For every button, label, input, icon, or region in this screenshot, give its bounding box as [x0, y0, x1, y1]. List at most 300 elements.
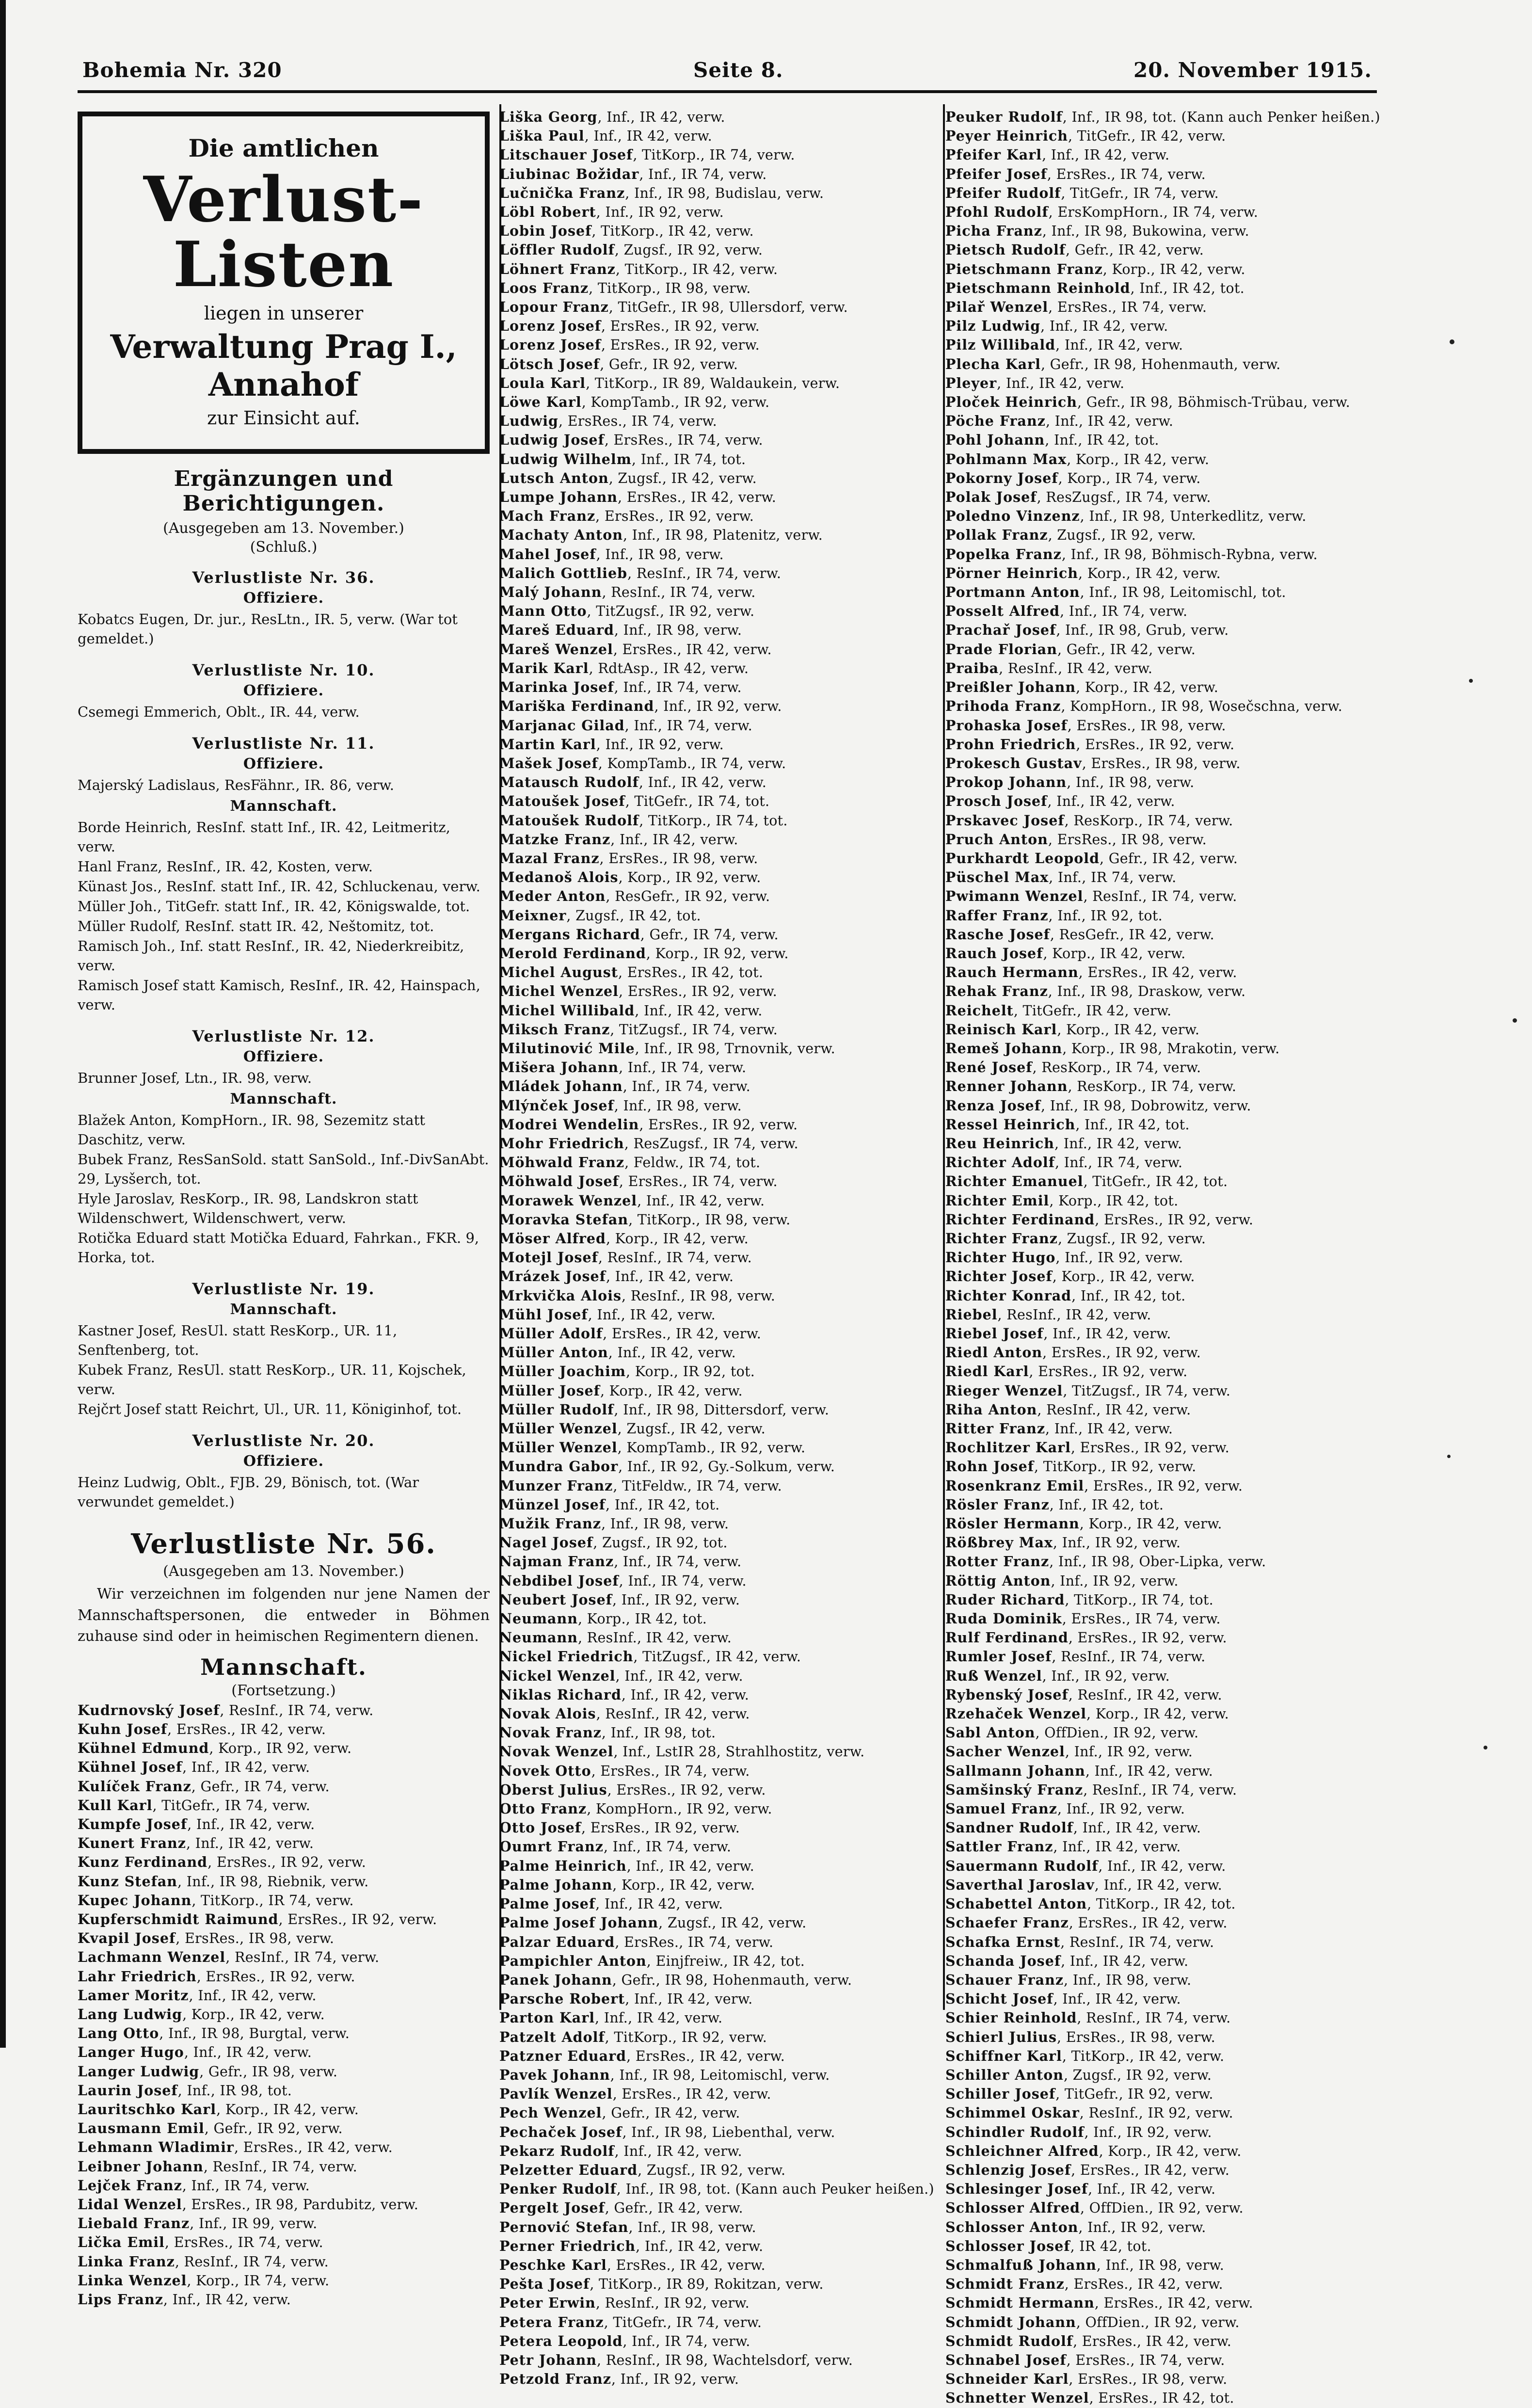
list-entry: Kull Karl, TitGefr., IR 74, verw. [78, 1797, 311, 1814]
ad-pre: Die amtlichen [188, 134, 379, 162]
list-entry: Ritter Franz, Inf., IR 42, verw. [945, 1420, 1173, 1437]
list-entry: Penker Rudolf, Inf., IR 98, tot. (Kann auch Peuker heißen.) [499, 2181, 934, 2198]
entry-name: Möhwald Josef [499, 1173, 619, 1190]
entry-name: Rösler Franz [945, 1496, 1050, 1513]
entry-name: Parton Karl [499, 2009, 595, 2026]
list-entry: Rößbrey Max, Inf., IR 92, verw. [945, 1534, 1181, 1551]
entry-name: Pöche Franz [945, 413, 1046, 430]
list-entry: Ramisch Joh., Inf. statt ResInf., IR. 42, Niederkreibitz, verw. [78, 937, 464, 974]
list-entry: Najman Franz, Inf., IR 74, verw. [499, 1553, 742, 1570]
list-entry: Sauermann Rudolf, Inf., IR 42, verw. [945, 1857, 1226, 1874]
list-entry: Rybenský Josef, ResInf., IR 42, verw. [945, 1686, 1222, 1703]
issued-note: (Ausgegeben am 13. November.) [163, 519, 404, 537]
list-entry: Kunz Ferdinand, ErsRes., IR 92, verw. [78, 1854, 367, 1871]
list-entry: Prade Florian, Gefr., IR 42, verw. [945, 641, 1196, 658]
list-entry: Schiller Anton, Zugsf., IR 92, verw. [945, 2066, 1212, 2083]
list-entry: Modrei Wendelin, ErsRes., IR 92, verw. [499, 1116, 798, 1133]
list-entry: Petera Leopold, Inf., IR 74, verw. [499, 2332, 750, 2349]
entry-name: Kulíček Franz [78, 1778, 192, 1795]
entry-name: Pfeifer Rudolf [945, 184, 1061, 201]
list-entry: Munzer Franz, TitFeldw., IR 74, verw. [499, 1477, 782, 1494]
entry-name: Pernović Stefan [499, 2218, 629, 2235]
entry-name: Kühnel Edmund [78, 1740, 209, 1757]
list-subheading: Offiziere. [243, 589, 324, 607]
list-entry: Schierl Julius, ErsRes., IR 98, verw. [945, 2028, 1216, 2045]
mannschaft-heading: Mannschaft. [200, 1653, 367, 1680]
list-entry: Peuker Rudolf, Inf., IR 98, tot. (Kann auch Penker heißen.) [945, 109, 1380, 125]
entry-name: Schicht Josef [945, 1991, 1053, 2007]
list-entry: Rumler Josef, ResInf., IR 74, verw. [945, 1648, 1206, 1665]
entry-name: Richter Konrad [945, 1287, 1072, 1304]
entry-name: Lahr Friedrich [78, 1968, 197, 1985]
entry-name: Neumann [499, 1610, 578, 1627]
list-entry: Nickel Wenzel, Inf., IR 42, verw. [499, 1667, 743, 1684]
entry-name: Lučnička Franz [499, 184, 625, 201]
entry-name: Kunert Franz [78, 1835, 186, 1852]
entry-name: Pelzetter Eduard [499, 2161, 638, 2178]
entry-name: Peschke Karl [499, 2256, 607, 2273]
list-entry: Ramisch Josef statt Kamisch, ResInf., IR. 42, Hainspach, verw. [78, 977, 480, 1013]
entry-name: Sattler Franz [945, 1838, 1053, 1855]
list-entry: Pfeifer Karl, Inf., IR 42, verw. [945, 146, 1170, 163]
correction-lists [78, 568, 490, 1511]
list-entry: Plecha Karl, Gefr., IR 98, Hohenmauth, verw. [945, 355, 1281, 372]
entry-name: Rößbrey Max [945, 1534, 1053, 1551]
list-entry: Ludwig Wilhelm, Inf., IR 74, tot. [499, 450, 746, 467]
list-entry: Riebel, ResInf., IR 42, verw. [945, 1306, 1151, 1323]
list-entry: Schlosser Alfred, OffDien., IR 92, verw. [945, 2199, 1244, 2216]
entry-name: Rauch Josef [945, 945, 1043, 962]
entry-name: Michel August [499, 964, 619, 981]
list-entry: Pruch Anton, ErsRes., IR 98, verw. [945, 831, 1207, 848]
entry-name: Schmidt Johann [945, 2313, 1076, 2330]
entry-name: Lips Franz [78, 2291, 163, 2308]
entry-name: Posselt Alfred [945, 603, 1060, 620]
list-entry: Mlýnček Josef, Inf., IR 98, verw. [499, 1097, 742, 1114]
list-entry: Schmidt Hermann, ErsRes., IR 42, verw. [945, 2295, 1253, 2312]
entry-name: Renza Josef [945, 1097, 1041, 1114]
scan-edge [0, 0, 6, 2048]
entry-name: Mládek Johann [499, 1078, 623, 1095]
list-entry: Lahr Friedrich, ErsRes., IR 92, verw. [78, 1968, 355, 1985]
entry-name: Nickel Wenzel [499, 1667, 616, 1684]
list-entry: Schafka Ernst, ResInf., IR 74, verw. [945, 1933, 1214, 1950]
ad-place: Verwaltung Prag I., Annahof [110, 327, 457, 403]
list-entry: Rieger Wenzel, TitZugsf., IR 74, verw. [945, 1382, 1231, 1399]
header-publication: Bohemia Nr. 320 [82, 58, 282, 82]
entry-name: Lachmann Wenzel [78, 1949, 226, 1966]
list-entry: Purkhardt Leopold, Gefr., IR 42, verw. [945, 850, 1238, 867]
list-entry: Rauch Josef, Korp., IR 42, verw. [945, 945, 1186, 962]
list-entry: Schauer Franz, Inf., IR 98, verw. [945, 1971, 1192, 1988]
list-entry: Mrázek Josef, Inf., IR 42, verw. [499, 1268, 734, 1285]
list-entry: Müller Joh., TitGefr. statt Inf., IR. 42, Königswalde, tot. [78, 898, 470, 915]
list-entry: Sabl Anton, OffDien., IR 92, verw. [945, 1724, 1199, 1741]
entry-name: Pleyer [945, 374, 997, 391]
entry-name: Schierl Julius [945, 2028, 1057, 2045]
list-entry: Müller Rudolf, ResInf. statt IR. 42, Neštomitz, tot. [78, 917, 434, 934]
list-heading: Verlustliste Nr. 11. [192, 734, 375, 753]
scan-speck [1447, 1455, 1451, 1458]
entry-name: Rzehaček Wenzel [945, 1705, 1087, 1722]
list-entry: Novak Franz, Inf., IR 98, tot. [499, 1724, 716, 1741]
entry-name: Linka Wenzel [78, 2272, 187, 2289]
list-entry: Prokesch Gustav, ErsRes., IR 98, verw. [945, 755, 1241, 771]
entry-name: Nagel Josef [499, 1534, 593, 1551]
list-entry: Pwimann Wenzel, ResInf., IR 74, verw. [945, 888, 1237, 905]
entry-name: Najman Franz [499, 1553, 614, 1570]
entry-name: Schneider Karl [945, 2371, 1069, 2388]
list-entry: Prachař Josef, Inf., IR 98, Grub, verw. [945, 622, 1229, 639]
list-entry: Csemegi Emmerich, Oblt., IR. 44, verw. [78, 703, 360, 720]
entry-name: Prokop Johann [945, 774, 1067, 791]
entry-name: Marjanac Gilad [499, 717, 625, 734]
list-entry: Sattler Franz, Inf., IR 42, verw. [945, 1838, 1181, 1855]
entry-name: Parsche Robert [499, 1991, 625, 2007]
list-entry: Pechaček Josef, Inf., IR 98, Liebenthal, verw. [499, 2123, 835, 2140]
entry-name: Richter Hugo [945, 1249, 1056, 1266]
entry-name: Schlesinger Josef [945, 2181, 1088, 2198]
end-note: (Schluß.) [250, 538, 318, 556]
entry-name: Pietschmann Reinhold [945, 279, 1131, 296]
scan-speck [1484, 1746, 1487, 1750]
list-entry: Parton Karl, Inf., IR 42, verw. [499, 2009, 723, 2026]
entry-name: Rulf Ferdinand [945, 1629, 1069, 1646]
list-entry: Kubek Franz, ResUl. statt ResKorp., UR. 11, Kojschek, verw. [78, 1362, 466, 1398]
list-entry: Petera Franz, TitGefr., IR 74, verw. [499, 2313, 762, 2330]
column-divider [943, 104, 945, 2010]
entry-name: Otto Franz [499, 1800, 587, 1817]
list-entry: Palme Heinrich, Inf., IR 42, verw. [499, 1857, 754, 1874]
list-entry: Patzner Eduard, ErsRes., IR 42, verw. [499, 2047, 785, 2064]
header-rule [78, 90, 1377, 93]
list-entry: Kunert Franz, Inf., IR 42, verw. [78, 1835, 314, 1852]
list-subheading: Mannschaft. [230, 1091, 337, 1108]
list-entry: Nickel Friedrich, TitZugsf., IR 42, verw. [499, 1648, 801, 1665]
entry-name: Prihoda Franz [945, 698, 1061, 715]
list-entry: Münzel Josef, Inf., IR 42, tot. [499, 1496, 720, 1513]
entry-name: Pietschmann Franz [945, 260, 1103, 277]
entry-name: Merold Ferdinand [499, 945, 646, 962]
list-entry: Palzar Eduard, ErsRes., IR 74, verw. [499, 1933, 774, 1950]
list-heading: Verlustliste Nr. 20. [192, 1431, 375, 1450]
list-entry: Machaty Anton, Inf., IR 98, Platenitz, verw. [499, 527, 823, 544]
entry-name: Lopour Franz [499, 299, 609, 316]
entry-name: Miksch Franz [499, 1021, 610, 1038]
entry-name: Rybenský Josef [945, 1686, 1069, 1703]
list-entry: Polak Josef, ResZugsf., IR 74, verw. [945, 489, 1211, 506]
list-entry: Renner Johann, ResKorp., IR 74, verw. [945, 1078, 1237, 1095]
entry-name: Ruda Dominik [945, 1610, 1062, 1627]
entry-name: Schaefer Franz [945, 1914, 1069, 1931]
entry-name: Pruch Anton [945, 831, 1048, 848]
entry-name: Schindler Rudolf [945, 2123, 1085, 2140]
list-entry: Lachmann Wenzel, ResInf., IR 74, verw. [78, 1949, 380, 1966]
list-entry: Otto Josef, ErsRes., IR 92, verw. [499, 1819, 740, 1836]
list-entry: Matausch Rudolf, Inf., IR 42, verw. [499, 774, 767, 791]
entry-name: Müller Josef [499, 1382, 600, 1399]
list-entry: Peyer Heinrich, TitGefr., IR 42, verw. [945, 128, 1226, 144]
list-entry: Mohr Friedrich, ResZugsf., IR 74, verw. [499, 1135, 798, 1152]
entry-name: Richter Franz [945, 1230, 1058, 1247]
entry-name: Palme Josef Johann [499, 1914, 659, 1931]
list-entry: René Josef, ResKorp., IR 74, verw. [945, 1059, 1201, 1076]
entry-name: Machaty Anton [499, 527, 623, 544]
entry-name: Lidal Wenzel [78, 2196, 182, 2213]
list-entry: Pelzetter Eduard, Zugsf., IR 92, verw. [499, 2161, 786, 2178]
list-entry: Popelka Franz, Inf., IR 98, Böhmisch-Rybna, verw. [945, 546, 1318, 562]
entry-name: Münzel Josef [499, 1496, 606, 1513]
entry-name: Matoušek Rudolf [499, 812, 639, 829]
entry-name: Schiffner Karl [945, 2047, 1062, 2064]
list-entry: Lutsch Anton, Zugsf., IR 42, verw. [499, 469, 757, 486]
entry-name: Schmidt Rudolf [945, 2332, 1073, 2349]
entry-name: Prohaska Josef [945, 717, 1068, 734]
list-entry: Rauch Hermann, ErsRes., IR 42, verw. [945, 964, 1237, 981]
list-entry: Müller Wenzel, Zugsf., IR 42, verw. [499, 1420, 766, 1437]
entry-name: Patzner Eduard [499, 2047, 627, 2064]
list-entry: Schlesinger Josef, Inf., IR 42, verw. [945, 2181, 1216, 2198]
entry-name: Matoušek Josef [499, 793, 625, 810]
list-entry: Pietschmann Reinhold, Inf., IR 42, tot. [945, 279, 1245, 296]
entry-name: Peuker Rudolf [945, 109, 1063, 125]
entry-name: Mohr Friedrich [499, 1135, 624, 1152]
entry-name: Schiller Josef [945, 2086, 1056, 2103]
entry-name: Oberst Julius [499, 1781, 607, 1798]
list-entry: Lehmann Wladimir, ErsRes., IR 42, verw. [78, 2139, 393, 2156]
entry-name: Pešta Josef [499, 2276, 590, 2293]
list-entry: Rochlitzer Karl, ErsRes., IR 92, verw. [945, 1439, 1229, 1456]
entry-name: Kunz Stefan [78, 1873, 178, 1890]
list-entry: Marinka Josef, Inf., IR 74, verw. [499, 679, 742, 696]
list-entry: Rotička Eduard statt Motička Eduard, Fahrkan., FKR. 9, Horka, tot. [78, 1230, 479, 1266]
ad-title: Verlust-Listen [143, 163, 424, 302]
entry-name: Motejl Josef [499, 1249, 598, 1266]
list-entry: Borde Heinrich, ResInf. statt Inf., IR. 42, Leitmeritz, verw. [78, 819, 450, 855]
entry-name: Sallmann Johann [945, 1762, 1085, 1779]
list-entry: Kastner Josef, ResUl. statt ResKorp., UR. 11, Senftenberg, tot. [78, 1322, 398, 1359]
entry-name: Lamer Moritz [78, 1987, 189, 2004]
column-2 [499, 108, 936, 2388]
entry-name: Lauritschko Karl [78, 2101, 217, 2118]
list-entry: Michel Wenzel, ErsRes., IR 92, verw. [499, 983, 778, 1000]
entry-name: Lorenz Josef [499, 337, 601, 353]
list-entry: Hanl Franz, ResInf., IR. 42, Kosten, verw. [78, 858, 373, 875]
list-entry: Rejčrt Josef statt Reichrt, Ul., UR. 11, Königinhof, tot. [78, 1401, 462, 1418]
list-entry: Mišera Johann, Inf., IR 74, verw. [499, 1059, 747, 1076]
entry-name: Pietsch Rudolf [945, 241, 1066, 258]
continuation-note: (Fortsetzung.) [231, 1682, 336, 1699]
entry-name: Palme Johann [499, 1876, 613, 1893]
list-entry: Liebald Franz, Inf., IR 99, verw. [78, 2215, 318, 2232]
entry-name: Langer Ludwig [78, 2063, 200, 2080]
list-entry: Miksch Franz, TitZugsf., IR 74, verw. [499, 1021, 778, 1038]
list-entry: Mariška Ferdinand, Inf., IR 92, verw. [499, 698, 782, 715]
entry-name: Praiba [945, 659, 999, 676]
list-entry: Matoušek Josef, TitGefr., IR 74, tot. [499, 793, 770, 810]
entry-name: René Josef [945, 1059, 1033, 1076]
entry-name: Medanoš Alois [499, 869, 619, 886]
entry-name: Loula Karl [499, 374, 586, 391]
list-entry: Remeš Johann, Korp., IR 98, Mrakotin, verw. [945, 1040, 1280, 1057]
list-entry: Löbl Robert, Inf., IR 92, verw. [499, 204, 724, 221]
list-entry: Palme Josef Johann, Zugsf., IR 42, verw. [499, 1914, 807, 1931]
list-entry: Saverthal Jaroslav, Inf., IR 42, verw. [945, 1876, 1222, 1893]
entry-name: Sabl Anton [945, 1724, 1036, 1741]
list-entry: Richter Adolf, Inf., IR 74, verw. [945, 1154, 1183, 1171]
entry-name: Raffer Franz [945, 907, 1049, 924]
entry-name: Malich Gottlieb [499, 564, 628, 581]
list-entry: Pilař Wenzel, ErsRes., IR 74, verw. [945, 299, 1207, 316]
list-56-intro: Wir verzeichnen im folgenden nur jene Namen der Mannschaftspersonen, die entweder in Böhmen zuhause sind oder in heimischen Regimentern dienen. [78, 1586, 490, 1645]
list-entry: Mahel Josef, Inf., IR 98, verw. [499, 546, 724, 562]
entry-name: Kühnel Josef [78, 1759, 183, 1776]
list-entry: Nebdibel Josef, Inf., IR 74, verw. [499, 1572, 747, 1589]
entry-name: Picha Franz [945, 223, 1042, 240]
list-entry: Lopour Franz, TitGefr., IR 98, Ullersdorf, verw. [499, 299, 848, 316]
list-entry: Müller Wenzel, KompTamb., IR 92, verw. [499, 1439, 806, 1456]
list-entry: Schicht Josef, Inf., IR 42, verw. [945, 1991, 1181, 2007]
entry-name: Röttig Anton [945, 1572, 1051, 1589]
list-entry: Heinz Ludwig, Oblt., FJB. 29, Bönisch, tot. (War verwundet gemeldet.) [78, 1474, 419, 1510]
list-entry: Riedl Karl, ErsRes., IR 92, verw. [945, 1363, 1188, 1380]
list-entry: Mach Franz, ErsRes., IR 92, verw. [499, 508, 754, 525]
list-entry: Pohl Johann, Inf., IR 42, tot. [945, 432, 1159, 449]
list-entry: Rosenkranz Emil, ErsRes., IR 92, verw. [945, 1477, 1243, 1494]
entry-name: Lorenz Josef [499, 318, 601, 335]
list-entry: Neubert Josef, Inf., IR 92, verw. [499, 1591, 740, 1608]
list-entry: Renza Josef, Inf., IR 98, Dobrowitz, verw. [945, 1097, 1251, 1114]
entry-name: Pekarz Rudolf [499, 2142, 615, 2159]
list-entry: Löffler Rudolf, Zugsf., IR 92, verw. [499, 241, 763, 258]
list-entry: Mazal Franz, ErsRes., IR 98, verw. [499, 850, 758, 867]
entry-name: Ruder Richard [945, 1591, 1065, 1608]
entry-name: Rosenkranz Emil [945, 1477, 1085, 1494]
entry-name: Milutinović Mile [499, 1040, 635, 1057]
list-entry: Loula Karl, TitKorp., IR 89, Waldaukein, verw. [499, 374, 840, 391]
list-entry: Langer Hugo, Inf., IR 42, verw. [78, 2044, 312, 2061]
list-entry: Prokop Johann, Inf., IR 98, verw. [945, 774, 1195, 791]
entry-name: Pilař Wenzel [945, 299, 1049, 316]
entry-name: Schleichner Alfred [945, 2142, 1099, 2159]
list-56-heading: Verlustliste Nr. 56. [131, 1528, 436, 1560]
entry-name: Penker Rudolf [499, 2181, 617, 2198]
casualty-list [945, 108, 1382, 2408]
entry-name: Meder Anton [499, 888, 606, 905]
section-title: Ergänzungen und Berichtigungen. [174, 466, 394, 516]
list-entry: Pech Wenzel, Gefr., IR 42, verw. [499, 2104, 740, 2121]
entry-name: Mann Otto [499, 603, 587, 620]
list-entry: Pfeifer Rudolf, TitGefr., IR 74, verw. [945, 184, 1219, 201]
list-entry: Mühl Josef, Inf., IR 42, verw. [499, 1306, 716, 1323]
list-entry: Kuhn Josef, ErsRes., IR 42, verw. [78, 1720, 326, 1737]
list-entry: Lidal Wenzel, ErsRes., IR 98, Pardubitz, verw. [78, 2196, 419, 2213]
list-entry: Kupec Johann, TitKorp., IR 74, verw. [78, 1892, 354, 1909]
entry-name: Pollak Franz [945, 527, 1048, 544]
list-entry: Novak Alois, ResInf., IR 42, verw. [499, 1705, 750, 1722]
entry-name: Mergans Richard [499, 926, 640, 943]
entry-name: Rauch Hermann [945, 964, 1079, 981]
entry-name: Lötsch Josef [499, 355, 600, 372]
list-entry: Pöche Franz, Inf., IR 42, verw. [945, 413, 1174, 430]
list-entry: Pavek Johann, Inf., IR 98, Leitomischl, verw. [499, 2066, 830, 2083]
entry-name: Prokesch Gustav [945, 755, 1082, 771]
entry-name: Rehak Franz [945, 983, 1048, 1000]
list-entry: Pešta Josef, TitKorp., IR 89, Rokitzan, verw. [499, 2276, 824, 2293]
list-entry: Samuel Franz, Inf., IR 92, verw. [945, 1800, 1185, 1817]
entry-name: Meixner [499, 907, 567, 924]
list-entry: Poledno Vinzenz, Inf., IR 98, Unterkedlitz, verw. [945, 508, 1307, 525]
entry-name: Prosch Josef [945, 793, 1048, 810]
entry-name: Mašek Josef [499, 755, 598, 771]
list-entry: Richter Josef, Korp., IR 42, verw. [945, 1268, 1195, 1285]
list-entry: Litschauer Josef, TitKorp., IR 74, verw. [499, 146, 795, 163]
list-entry: Rulf Ferdinand, ErsRes., IR 92, verw. [945, 1629, 1227, 1646]
entry-name: Mlýnček Josef [499, 1097, 614, 1114]
entry-name: Schimmel Oskar [945, 2104, 1080, 2121]
entry-name: Marinka Josef [499, 679, 614, 696]
entry-name: Riedl Karl [945, 1363, 1029, 1380]
entry-name: Richter Emil [945, 1192, 1050, 1209]
entry-name: Niklas Richard [499, 1686, 622, 1703]
list-heading: Verlustliste Nr. 36. [192, 568, 375, 587]
entry-name: Leibner Johann [78, 2158, 204, 2175]
entry-name: Pech Wenzel [499, 2104, 602, 2121]
list-entry: Leibner Johann, ResInf., IR 74, verw. [78, 2158, 357, 2175]
list-entry: Marjanac Gilad, Inf., IR 74, verw. [499, 717, 752, 734]
entry-name: Petzold Franz [499, 2371, 611, 2388]
list-entry: Panek Johann, Gefr., IR 98, Hohenmauth, verw. [499, 1971, 852, 1988]
list-entry: Marik Karl, RdtAsp., IR 42, verw. [499, 659, 749, 676]
list-entry: Posselt Alfred, Inf., IR 74, verw. [945, 603, 1188, 620]
entry-name: Kupec Johann [78, 1892, 192, 1909]
list-entry: Milutinović Mile, Inf., IR 98, Trnovnik, verw. [499, 1040, 836, 1057]
list-entry: Pohlmann Max, Korp., IR 42, verw. [945, 450, 1210, 467]
entry-name: Litschauer Josef [499, 146, 633, 163]
entry-name: Löffler Rudolf [499, 241, 615, 258]
entry-name: Schmalfuß Johann [945, 2256, 1097, 2273]
entry-name: Rieger Wenzel [945, 1382, 1063, 1399]
entry-name: Lička Emil [78, 2234, 165, 2251]
entry-name: Liška Georg [499, 109, 598, 125]
list-entry: Peter Erwin, ResInf., IR 92, verw. [499, 2295, 750, 2312]
entry-name: Mrkvička Alois [499, 1287, 622, 1304]
entry-name: Kumpfe Josef [78, 1815, 188, 1832]
scan-speck [1513, 1018, 1517, 1023]
list-entry: Pernović Stefan, Inf., IR 98, verw. [499, 2218, 756, 2235]
entry-name: Ludwig Josef [499, 432, 605, 449]
list-entry: Müller Anton, Inf., IR 42, verw. [499, 1344, 736, 1361]
list-entry: Majerský Ladislaus, ResFähnr., IR. 86, verw. [78, 776, 394, 793]
entry-name: Novak Wenzel [499, 1743, 614, 1760]
list-entry: Pampichler Anton, Einjfreiw., IR 42, tot. [499, 1952, 805, 1969]
entry-name: Rotter Franz [945, 1553, 1050, 1570]
entry-name: Riha Anton [945, 1401, 1037, 1418]
list-entry: Schabettel Anton, TitKorp., IR 42, tot. [945, 1895, 1236, 1912]
list-entry: Rotter Franz, Inf., IR 98, Ober-Lipka, verw. [945, 1553, 1266, 1570]
entry-name: Kunz Ferdinand [78, 1854, 208, 1871]
list-entry: Martin Karl, Inf., IR 92, verw. [499, 736, 724, 753]
entry-name: Ludwig [499, 413, 559, 430]
entry-name: Panek Johann [499, 1971, 612, 1988]
list-entry: Schlosser Anton, Inf., IR 92, verw. [945, 2218, 1206, 2235]
entry-name: Mühl Josef [499, 1306, 588, 1323]
list-entry: Möser Alfred, Korp., IR 42, verw. [499, 1230, 749, 1247]
list-entry: Schmidt Johann, OffDien., IR 92, verw. [945, 2313, 1240, 2330]
entry-name: Lejček Franz [78, 2177, 182, 2194]
entry-name: Mariška Ferdinand [499, 698, 654, 715]
list-entry: Samšinský Franz, ResInf., IR 74, verw. [945, 1781, 1237, 1798]
